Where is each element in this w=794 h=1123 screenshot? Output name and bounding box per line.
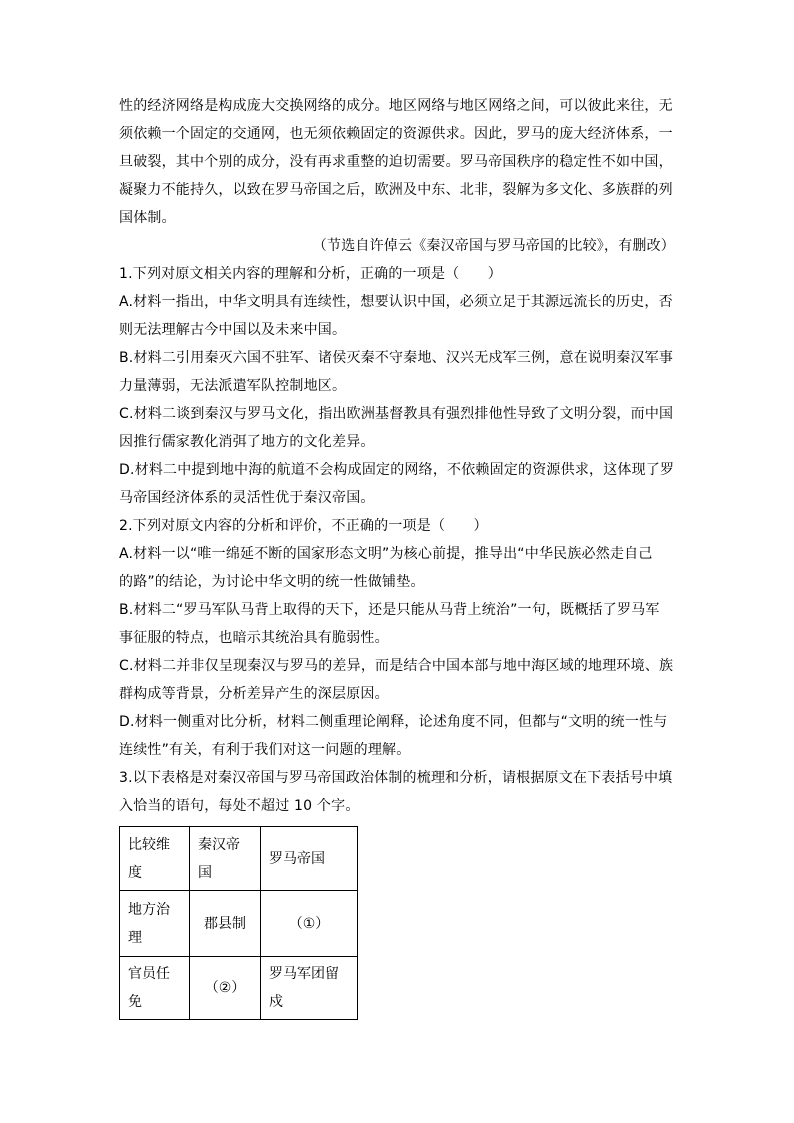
header-cell-rome: 罗马帝国 [261,827,358,891]
option-b: B.材料二引用秦灭六国不驻军、诸侯灭秦不守秦地、汉兴无戍军三例，意在说明秦汉军事 [119,350,674,366]
passage-line: 国体制。 [119,210,176,226]
option-c-cont: 因推行儒家教化消弭了地方的文化差异。 [119,434,375,450]
question-3 [119,764,675,1020]
option-c: C.材料二谈到秦汉与罗马文化，指出欧洲基督教具有强烈排他性导致了文明分裂，而中国 [119,406,674,422]
comparison-table [119,826,358,1020]
question-1 [119,260,675,512]
row-label-official-appointment: 官员任 免 [120,957,190,1020]
option-a: A.材料一以“唯一绵延不断的国家形态文明”为核心前提，推导出“中华民族必然走自己 [119,546,653,562]
option-c-cont: 群构成等背景，分析差异产生的深层原因。 [119,686,389,702]
option-a-cont: 的路”的结论，为讨论中华文明的统一性做铺垫。 [119,574,425,590]
header-cell-dimension: 比较维 度 [120,827,190,891]
table-header-row [120,827,358,891]
passage-line: 凝聚力不能持久，以致在罗马帝国之后，欧洲及中东、北非，裂解为多文化、多族群的列 [119,182,673,198]
document-page [119,92,675,1020]
passage-line: 旦破裂，其中个别的成分，没有再求重整的迫切需要。罗马帝国秩序的稳定性不如中国， [119,154,673,170]
passage-line: 性的经济网络是构成庞大交换网络的成分。地区网络与地区网络之间，可以彼此来往，无 [119,98,673,114]
option-a-cont: 则无法理解古今中国以及未来中国。 [119,322,347,338]
option-b-cont: 力量薄弱，无法派遣军队控制地区。 [119,378,347,394]
option-c: C.材料二并非仅呈现秦汉与罗马的差异，而是结合中国本部与地中海区域的地理环境、族 [119,658,674,674]
option-a: A.材料一指出，中华文明具有连续性，想要认识中国，必须立足于其源远流长的历史，否 [119,294,673,310]
header-cell-qinhan: 秦汉帝 国 [190,827,261,891]
option-b-cont: 事征服的特点，也暗示其统治具有脆弱性。 [119,630,389,646]
row-label-local-governance: 地方治 理 [120,891,190,957]
question-2 [119,512,675,764]
table-row [120,957,358,1020]
option-b: B.材料二“罗马军队马背上取得的天下，还是只能从马背上统治”一句，既概括了罗马军 [119,602,660,618]
option-d-cont: 连续性”有关，有利于我们对这一问题的理解。 [119,742,411,758]
question-stem: 3.以下表格是对秦汉帝国与罗马帝国政治体制的梳理和分析，请根据原文在下表括号中填 [119,770,673,786]
passage-line: 须依赖一个固定的交通网，也无须依赖固定的资源供求。因此，罗马的庞大经济体系，一 [119,126,673,142]
passage [119,92,675,260]
blank-1[interactable]: （①） [261,891,358,957]
option-d-cont: 马帝国经济体系的灵活性优于秦汉帝国。 [119,490,375,506]
table-row [120,891,358,957]
question-stem-cont: 入恰当的语句，每处不超过 10 个字。 [119,798,360,814]
passage-source: （节选自许倬云《秦汉帝国与罗马帝国的比较》，有删改） [312,238,675,254]
option-d: D.材料一侧重对比分析，材料二侧重理论阐释，论述角度不同，但都与“文明的统一性与 [119,714,668,730]
blank-2[interactable]: （②） [190,957,261,1020]
question-stem: 1.下列对原文相关内容的理解和分析，正确的一项是（ ） [119,266,502,282]
cell-qinhan-local: 郡县制 [190,891,261,957]
cell-rome-appointment: 罗马军团留 戍 [261,957,358,1020]
option-d: D.材料二中提到地中海的航道不会构成固定的网络，不依赖固定的资源供求，这体现了罗 [119,462,675,478]
question-stem: 2.下列对原文内容的分析和评价，不正确的一项是（ ） [119,518,488,534]
